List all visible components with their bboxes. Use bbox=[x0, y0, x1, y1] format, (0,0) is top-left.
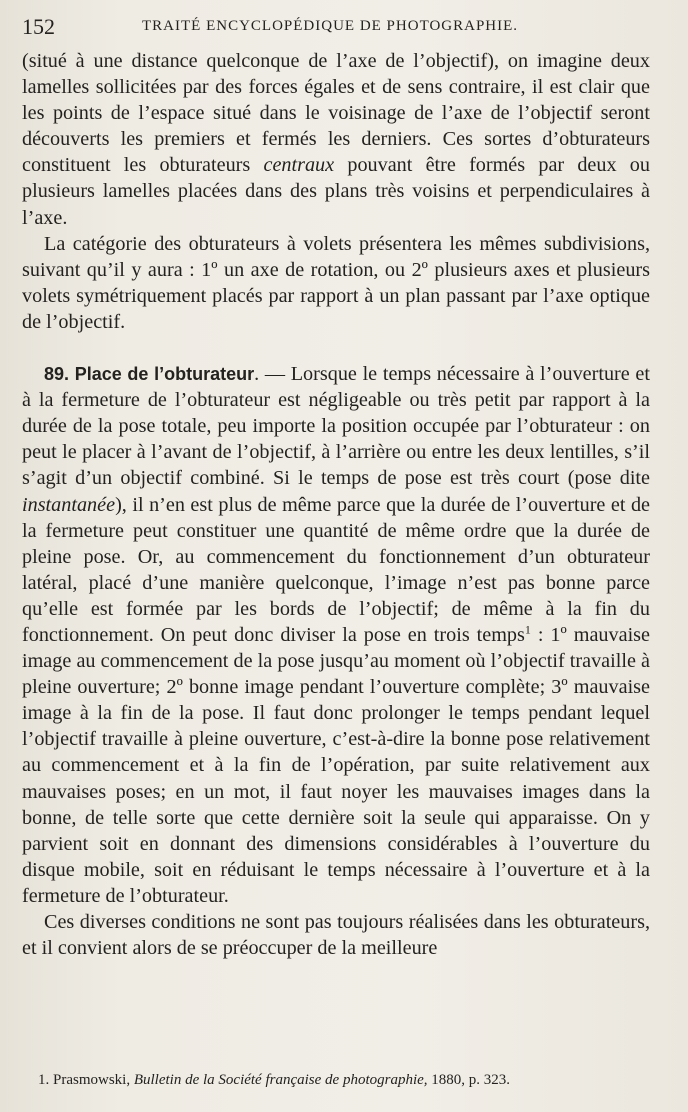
emphasis-centraux: centraux bbox=[263, 154, 335, 177]
section-text: : 1º mauvaise image au commencement de la pose jusqu’au moment où l’objectif travaille à pleine ouverture; 2º bonne image pendant l’ouverture complète; 3º mauvaise image à la fin de la pose. Il faut donc prolonger le temps pendant lequel l’objectif travaille à pleine ouverture, c’est-à-dire la bonne pose relativement au commencement et à la fin de l’opération, par suite relativement aux mauvaises poses; en un mot, il faut noyer les mauvaises images dans la bonne, de telle sorte que cette dernière soit la seule qui apparaisse. On y parvient soit en donnant des dimensions considérables à l’ouverture du disque mobile, soit en réduisant le temps nécessaire à l’ouverture et à la fermeture de l’obturateur. bbox=[22, 623, 650, 907]
paragraph-volets: La catégorie des obturateurs à volets présentera les mêmes subdivisions, suivant qu’il y aura : 1º un axe de rotation, ou 2º plusieurs axes et plusieurs volets symétriquement placés par rapport à un plan passant par l’axe optique de l’objectif. bbox=[22, 232, 650, 333]
emphasis-instantanee: instantanée bbox=[22, 493, 116, 516]
body-text bbox=[22, 48, 650, 961]
running-title: TRAITÉ ENCYCLOPÉDIQUE DE PHOTOGRAPHIE. bbox=[142, 18, 519, 34]
paragraph-text: pouvant être formés par deux ou plusieurs lamelles placées dans des plans très voisins et perpendiculaires à l’axe. bbox=[22, 154, 650, 229]
footnote-details: 1880, p. 323. bbox=[431, 1072, 511, 1088]
section-number: 89. bbox=[44, 364, 70, 385]
section-89 bbox=[22, 361, 650, 909]
footnote bbox=[38, 1072, 658, 1089]
section-title: Place de l’obturateur bbox=[74, 364, 255, 385]
footnote-reference: 1 bbox=[524, 622, 531, 637]
footnote-number: 1. bbox=[38, 1072, 50, 1088]
footnote-journal: Bulletin de la Société française de photographie, bbox=[133, 1072, 428, 1088]
paragraph-continued bbox=[22, 48, 650, 231]
page-number: 152 bbox=[22, 14, 55, 39]
paragraph-conditions: Ces diverses conditions ne sont pas toujours réalisées dans les obturateurs, et il convient alors de se préoccuper de la meilleure bbox=[22, 911, 650, 960]
footnote-author: Prasmowski, bbox=[53, 1072, 131, 1088]
section-text: ), il n’en est plus de même parce que la durée de l’ouverture et de la fermeture peut constituer une quantité de même ordre que la durée de pleine pose. Or, au commencement du fonctionnement d’un obturateur latéral, placé d’une manière quelconque, l’image n’est pas bonne parce qu’elle est formée par les bords de l’objectif; de même à la fin du fonctionnement. On peut donc diviser la pose en trois temps bbox=[22, 493, 650, 646]
page-header bbox=[22, 12, 662, 42]
section-text: . — Lorsque le temps nécessaire à l’ouverture et à la fermeture de l’obturateur est négligeable ou très petit par rapport à la durée de la pose totale, peu importe la position occupée par l’obturateur : on peut le placer à l’avant de l’objectif, à l’arrière ou entre les deux lentilles, s’il s’agit d’un objectif combiné. Si le temps de pose est très court (pose dite bbox=[22, 363, 650, 490]
paragraph-text: (situé à une distance quelconque de l’axe de l’objectif), on imagine deux lamelles sollicitées par des forces égales et de sens contraire, il est clair que les points de l’espace situé dans le voisinage de l’axe de l’objectif seront découverts les premiers et fermés les derniers. Ces sortes d’obturateurs constituent les obturateurs bbox=[22, 50, 650, 177]
